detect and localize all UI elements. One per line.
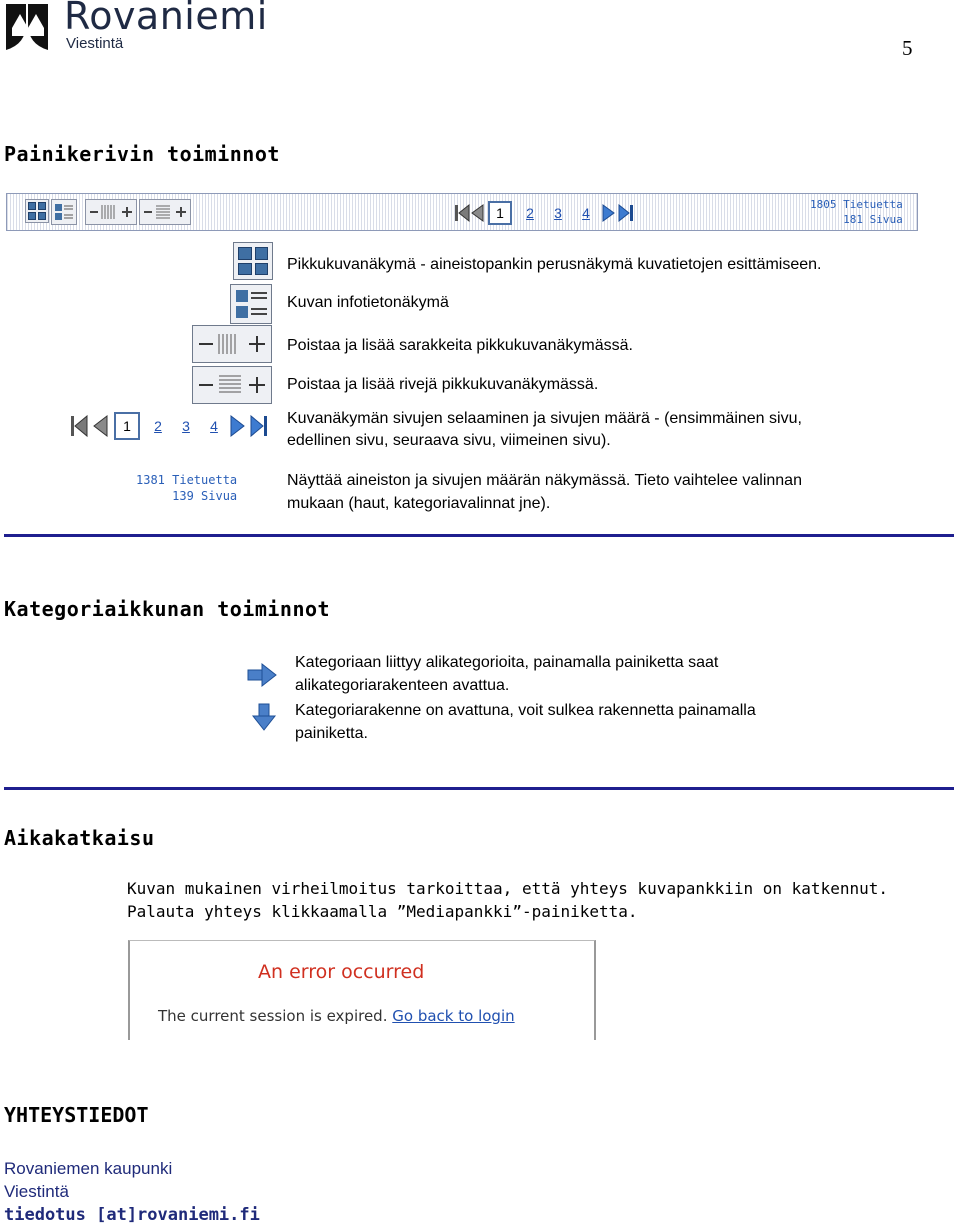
page-link-2: 2 — [154, 418, 162, 434]
timeout-text-line1: Kuvan mukainen virheilmoitus tarkoittaa, että yhteys kuvapankkiin on katkennut. — [127, 879, 888, 898]
list-icon — [52, 200, 76, 224]
rows-button[interactable] — [139, 199, 191, 225]
last-page-icon[interactable] — [618, 203, 630, 223]
desc-collapse-line1: Kategoriarakenne on avattuna, voit sulkea rakennetta painamalla — [295, 702, 756, 719]
contact-email[interactable]: tiedotus [at]rovaniemi.fi — [4, 1205, 260, 1225]
error-message-text: The current session is expired. — [158, 1007, 388, 1025]
desc-count-line1: Näyttää aineiston ja sivujen määrän näkymässä. Tieto vaihtelee valinnan — [287, 472, 802, 489]
desc-columns: Poistaa ja lisää sarakkeita pikkukuvanäkymässä. — [287, 337, 633, 354]
page-link-2[interactable]: 2 — [526, 205, 534, 221]
record-count-example — [136, 472, 237, 504]
page-link-3[interactable]: 3 — [554, 205, 562, 221]
record-count-pages: 181 Sivua — [843, 213, 903, 226]
section-heading-categories: Kategoriaikkunan toiminnot — [4, 597, 331, 621]
page-link-4: 4 — [210, 418, 218, 434]
record-count-items: 1805 Tietuetta — [810, 198, 903, 211]
previous-page-icon — [92, 413, 108, 439]
rows-icon — [140, 200, 190, 224]
button-toolbar — [6, 193, 918, 231]
record-count-items: 1381 Tietuetta — [136, 473, 238, 487]
desc-pager-line1: Kuvanäkymän sivujen selaaminen ja sivujen määrä - (ensimmäinen sivu, — [287, 410, 802, 427]
section-divider — [4, 534, 954, 537]
current-page-box: 1 — [488, 201, 512, 225]
desc-pager-line2: edellinen sivu, seuraava sivu, viimeinen sivu). — [287, 432, 611, 449]
desc-thumbnail-view: Pikkukuvanäkymä - aineistopankin perusnäkymä kuvatietojen esittämiseen. — [287, 256, 822, 273]
columns-button[interactable] — [85, 199, 137, 225]
toolbar-pager — [452, 200, 632, 226]
first-page-icon — [70, 413, 88, 439]
desc-expand-line2: alikategoriarakenteen avattua. — [295, 677, 510, 694]
collapse-arrow-icon — [247, 700, 281, 734]
logo-subtitle: Viestintä — [66, 35, 124, 52]
error-screenshot — [128, 940, 596, 1040]
desc-rows: Poistaa ja lisää rivejä pikkukuvanäkymässä. — [287, 376, 599, 393]
error-message — [158, 1007, 515, 1025]
timeout-text-line2: Palauta yhteys klikkaamalla ”Mediapankki”-painiketta. — [127, 902, 638, 921]
section-divider — [4, 787, 954, 790]
thumbnail-view-button[interactable] — [25, 199, 49, 223]
desc-info-view: Kuvan infotietonäkymä — [287, 294, 449, 311]
page-link-4[interactable]: 4 — [582, 205, 590, 221]
first-page-icon[interactable] — [454, 203, 466, 223]
previous-page-icon[interactable] — [470, 203, 482, 223]
section-heading-buttons: Painikerivin toiminnot — [4, 142, 280, 166]
page-link-3: 3 — [182, 418, 190, 434]
contact-organization: Rovaniemen kaupunki — [4, 1159, 173, 1178]
current-page-box: 1 — [114, 412, 140, 440]
next-page-icon[interactable] — [602, 203, 614, 223]
section-heading-timeout: Aikakatkaisu — [4, 826, 155, 850]
pager-example — [68, 412, 270, 440]
desc-collapse-line2: painiketta. — [295, 725, 368, 742]
logo-title: Rovaniemi — [64, 0, 268, 38]
desc-count-line2: mukaan (haut, kategoriavalinnat jne). — [287, 495, 551, 512]
thumbnail-view-icon — [233, 242, 273, 280]
error-title: An error occurred — [258, 961, 425, 983]
info-view-button[interactable] — [51, 199, 77, 225]
expand-arrow-icon — [242, 656, 282, 696]
record-count — [810, 197, 903, 227]
contact-heading: YHTEYSTIEDOT — [4, 1103, 149, 1127]
desc-expand-line1: Kategoriaan liittyy alikategorioita, painamalla painiketta saat — [295, 654, 719, 671]
last-page-icon — [250, 413, 268, 439]
contact-department: Viestintä — [4, 1182, 69, 1201]
next-page-icon — [230, 413, 246, 439]
back-to-login-link[interactable]: Go back to login — [392, 1007, 515, 1025]
columns-icon — [192, 325, 272, 363]
columns-icon — [86, 200, 136, 224]
rows-icon — [192, 366, 272, 404]
logo-mark — [2, 0, 52, 52]
page-number: 5 — [902, 36, 913, 60]
record-count-pages: 139 Sivua — [172, 489, 238, 503]
info-view-icon — [230, 284, 272, 324]
